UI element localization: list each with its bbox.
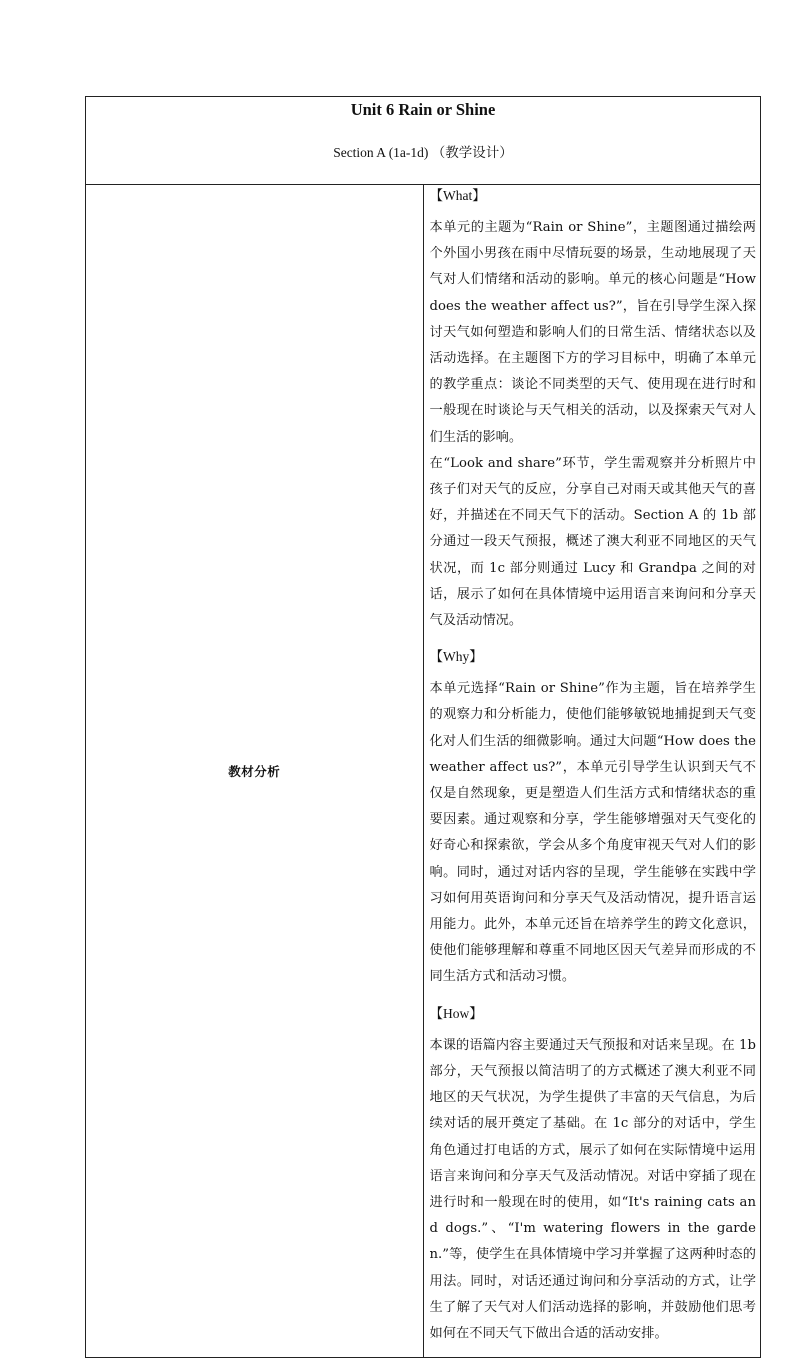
what-section bbox=[430, 186, 757, 634]
content-cell bbox=[423, 185, 761, 1358]
row-label: 教材分析 bbox=[86, 185, 424, 1358]
why-section bbox=[430, 647, 757, 990]
lesson-plan-table bbox=[85, 96, 761, 1358]
what-heading: 【What】 bbox=[429, 188, 486, 203]
unit-title: Unit 6 Rain or Shine bbox=[350, 100, 496, 119]
how-heading: 【How】 bbox=[429, 1005, 483, 1021]
how-section bbox=[430, 1004, 757, 1347]
header-row bbox=[86, 97, 761, 185]
what-paragraph-2: 在“Look and share”环节，学生需观察并分析照片中孩子们对天气的反应，分享自己对雨天或其他天气的喜好，并描述在不同天气下的活动。Section A 的 1b 部分通过一段天气预报，概述了澳大利亚不同地区的天气状况，而 1c 部分则通过 Lucy 和 Grandpa 之间的对话，展示了如何在具体情境中运用语言来询问和分享天气及活动情况。 bbox=[429, 455, 756, 629]
why-heading: 【Why】 bbox=[429, 649, 483, 665]
what-paragraph-1: 本单元的主题为“Rain or Shine”，主题图通过描绘两个外国小男孩在雨中尽情玩耍的场景，生动地展现了天气对人们情绪和活动的影响。单元的核心问题是“How does the weather affect us?”，旨在引导学生深入探讨天气如何塑造和影响人们的日常生活、情绪状态以及活动选择。在主题图下方的学习目标中，明确了本单元的教学重点：谈论不同类型的天气、使用现在进行时和一般现在时谈论与天气相关的活动，以及探索天气对人们生活的影响。 bbox=[429, 220, 756, 445]
why-paragraph-1: 本单元选择“Rain or Shine”作为主题，旨在培养学生的观察力和分析能力，使他们能够敏锐地捕捉到天气变化对人们生活的细微影响。通过大问题“How does the weather affect us?”，本单元引导学生认识到天气不仅是自然现象，更是塑造人们生活方式和情绪状态的重要因素。通过观察和分享，学生能够增强对天气变化的好奇心和探索欲，学会从多个角度审视天气对人们的影响。同时，通过对话内容的呈现，学生能够在实践中学习如何用英语询问和分享天气及活动情况，提升语言运用能力。此外，本单元还旨在培养学生的跨文化意识，使他们能够理解和尊重不同地区因天气差异而形成的不同生活方式和活动习惯。 bbox=[429, 681, 756, 985]
how-paragraph-1: 本课的语篇内容主要通过天气预报和对话来呈现。在 1b 部分，天气预报以简洁明了的方式概述了澳大利亚不同地区的天气状况，为学生提供了丰富的天气信息，为后续对话的展开奠定了基础。在 1c 部分的对话中，学生角色通过打电话的方式，展示了如何在实际情境中运用语言来询问和分享天气及活动情况。对话中穿插了现在进行时和一般现在时的使用，如“It's raining cats and dogs.”、“I'm watering flowers in the garden.”等，使学生在具体情境中学习并掌握了这两种时态的用法。同时，对话还通过询问和分享活动的方式，让学生了解了天气对人们活动选择的影响，并鼓励他们思考如何在不同天气下做出合适的活动安排。 bbox=[429, 1037, 756, 1341]
header-cell bbox=[86, 97, 761, 185]
section-subtitle: Section A (1a-1d) （教学设计） bbox=[333, 145, 513, 160]
analysis-row bbox=[86, 185, 761, 1358]
